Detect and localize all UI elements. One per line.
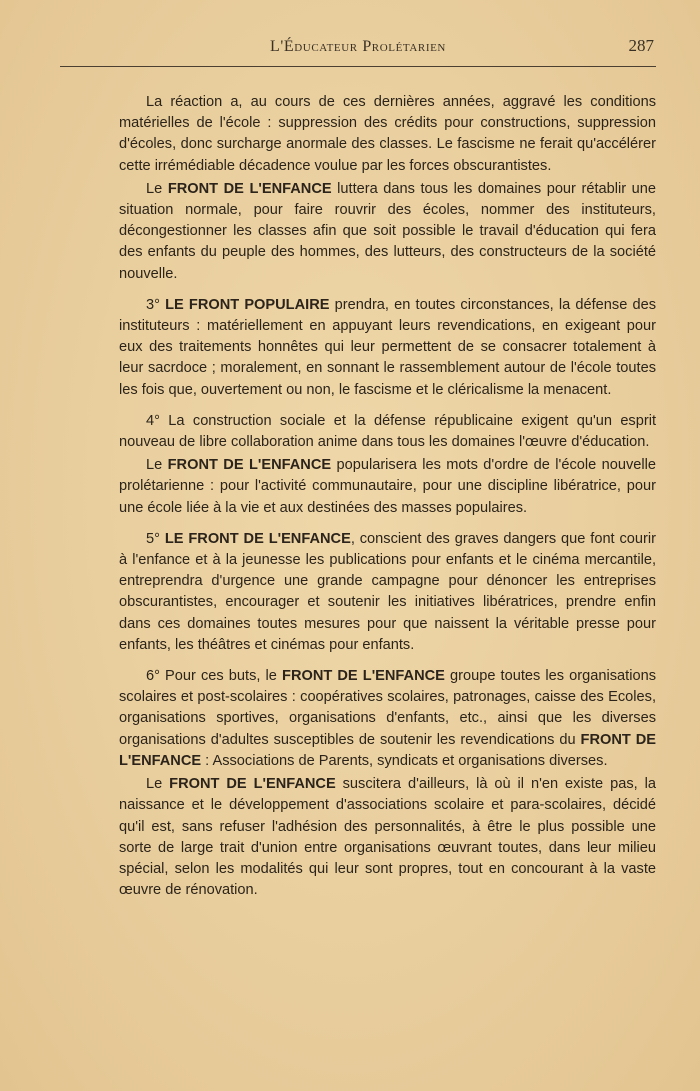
bold-text-span: FRONT DE L'ENFANCE xyxy=(169,776,336,793)
bold-text-span: FRONT DE L'ENFANCE xyxy=(167,457,332,474)
paragraph xyxy=(119,295,656,401)
bold-text-span: FRONT DE L'ENFANCE xyxy=(119,731,656,769)
text-span: : Associations de Parents, syndicats et organisations diverses. xyxy=(201,752,608,769)
page-header xyxy=(60,34,656,64)
text-span: La réaction a, au cours de ces dernières années, aggravé les conditions matérielles de l'école : suppression des crédits pour constructions, suppression d'écoles, donc surcharge anormale des classes. Le fascisme ne ferait qu'accélérer cette irrémédiable décadence voulue par les forces obscurantistes. xyxy=(119,94,656,174)
text-span: prendra, en toutes circonstances, la défense des instituteurs : matériellement en appuyant leurs revendications, en exigeant pour eux des traitements honnêtes qui leur permettent de se consacrer totalement à leur sacrdoce ; moralement, en sonnant le rassemblement autour de l'école toutes les fois que, ouvertement ou non, le fascisme et le cléricalisme la menacent. xyxy=(119,296,656,398)
text-span: 3° xyxy=(146,296,166,313)
paragraph xyxy=(119,666,656,772)
text-span: 5° xyxy=(146,530,165,547)
paragraph xyxy=(119,455,656,519)
text-span: groupe toutes les organisations scolaires et post-scolaires : coopératives scolaires, patronages, caisse des Ecoles, organisations sportives, organisations d'enfants, etc., ainsi que les diverses organisations d'adultes susceptibles de soutenir les revendications du xyxy=(119,668,656,748)
text-span: Le xyxy=(146,180,168,197)
text-span: , conscient des graves dangers que font courir à l'enfance et à la jeunesse les publications pour enfants et le cinéma mercantile, entreprendra d'urgence une grande campagne pour dénoncer les entreprises obscurantistes, encourager et soutenir les initiatives libératrices, prendre enfin dans ces domaines toutes mesures pour que naissent la véritable presse pour enfants, les théâtres et cinémas pour enfants. xyxy=(119,530,656,653)
page-number: 287 xyxy=(628,36,654,55)
text-span: Le xyxy=(146,457,168,474)
text-span: 6° Pour ces buts, le xyxy=(146,668,283,685)
text-span: Le xyxy=(146,776,170,793)
paragraph xyxy=(119,529,656,656)
bold-text-span: FRONT DE L'ENFANCE xyxy=(167,180,332,197)
article-body xyxy=(119,92,656,901)
text-span: luttera dans tous les domaines pour rétablir une situation normale, pour faire rouvrir des écoles, nommer des instituteurs, décongestionner les classes afin que soit possible le travail d'éducation qui fera des enfants du peuple des hommes, des lutteurs, des constructeurs de la société nouvelle. xyxy=(119,180,656,282)
paragraph xyxy=(119,774,656,901)
bold-text-span: FRONT DE L'ENFANCE xyxy=(282,668,445,685)
paragraph xyxy=(119,179,656,285)
header-rule xyxy=(60,66,656,67)
text-span: 4° La construction sociale et la défense républicaine exigent qu'un esprit nouveau de libre collaboration anime dans tous les domaines l'œuvre d'éducation. xyxy=(119,412,656,451)
paragraph xyxy=(119,92,656,177)
bold-text-span: LE FRONT DE L'ENFANCE xyxy=(164,530,351,547)
paragraph xyxy=(119,411,656,453)
bold-text-span: LE FRONT POPULAIRE xyxy=(165,296,330,313)
text-span: popularisera les mots d'ordre de l'école nouvelle prolétarienne : pour l'activité communautaire, pour une discipline libératrice, pour une école liée à la vie et aux destinées des masses populaires. xyxy=(119,457,656,516)
running-title: L'Éducateur Prolétarien xyxy=(270,38,446,55)
text-span: suscitera d'ailleurs, là où il n'en existe pas, la naissance et le développement d'associations scolaire et para-scolaires, décidé qu'il est, sans refuser l'adhésion des personnalités, à être le plus possible une sorte de large trait d'union entre organisations œuvrant toutes, dans leur milieu spécial, selon les modalités qui leur sont propres, tout en concourant à la vaste œuvre de rénovation. xyxy=(119,776,656,899)
